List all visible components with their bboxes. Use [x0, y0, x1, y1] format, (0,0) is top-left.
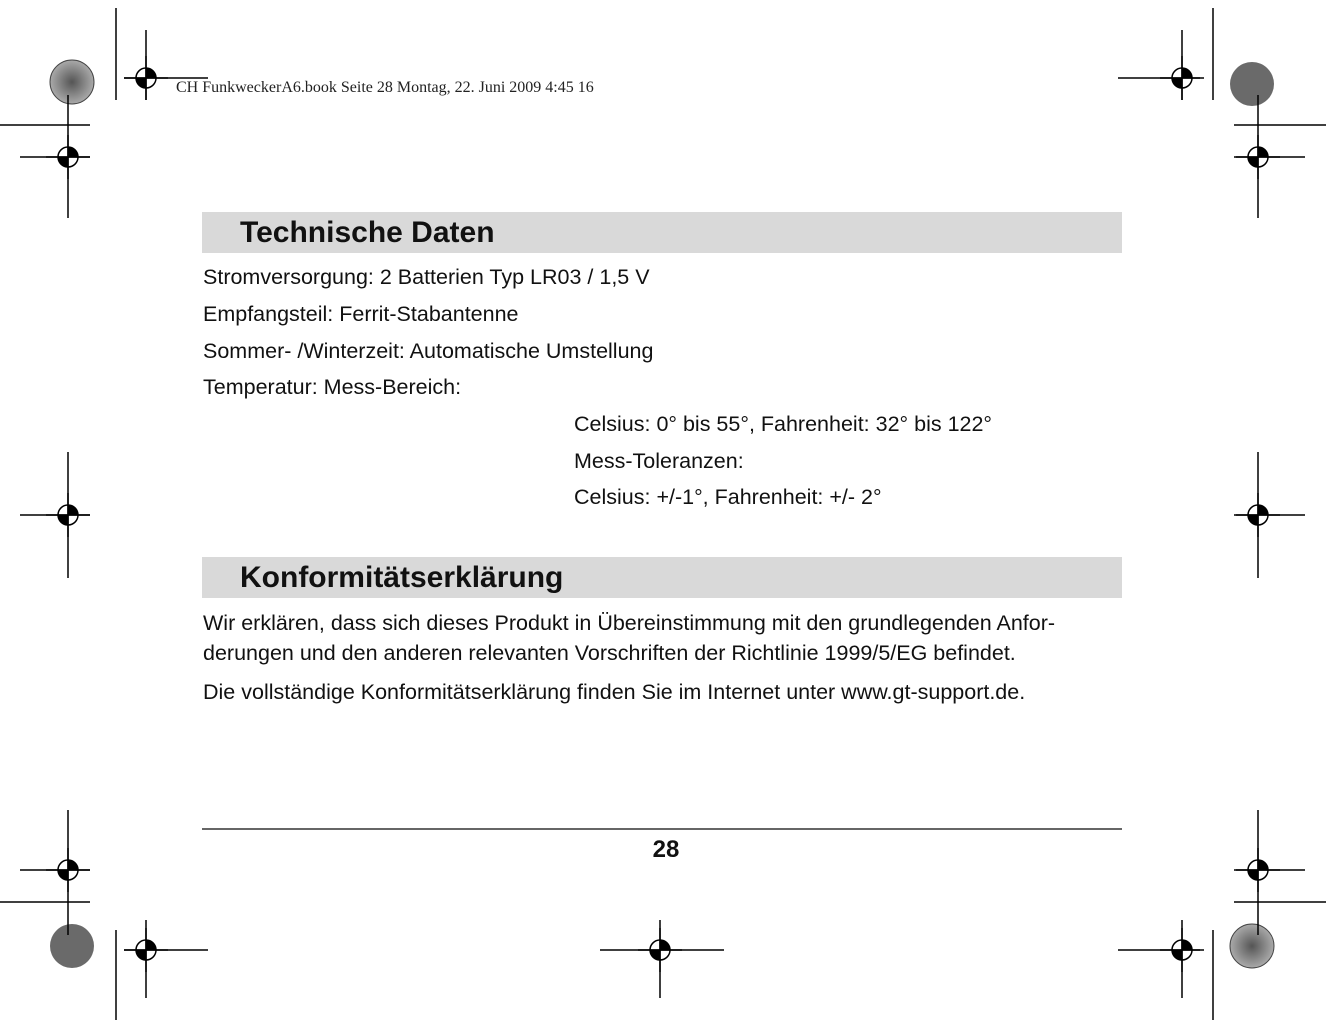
- print-slug: CH FunkweckerA6.book Seite 28 Montag, 22. Juni 2009 4:45 16: [176, 79, 594, 96]
- registration-mark-icon: [1160, 56, 1204, 100]
- conformity-paragraph-2: Die vollständige Konformitätserklärung finden Sie im Internet unter www.gt-support.de.: [203, 680, 1026, 704]
- spec-tolerance-values: Celsius: +/-1°, Fahrenheit: +/- 2°: [574, 485, 882, 509]
- star-target-bottom-right-icon: [1230, 924, 1274, 968]
- spec-tolerance-label: Mess-Toleranzen:: [574, 449, 744, 473]
- registration-mark-icon: [124, 928, 168, 972]
- section-title: Konformitätserklärung: [240, 561, 564, 594]
- conformity-paragraph-line-1: Wir erklären, dass sich dieses Produkt in Übereinstimmung mit den grundlegenden Anfor-: [203, 611, 1056, 635]
- section-heading-technical-data: [202, 212, 1122, 253]
- registration-mark-icon: [1160, 928, 1204, 972]
- section-title: Technische Daten: [240, 216, 495, 249]
- registration-mark-icon: [638, 928, 682, 972]
- spec-daylight-saving: Sommer- /Winterzeit: Automatische Umstellung: [203, 339, 654, 363]
- spec-receiver: Empfangsteil: Ferrit-Stabantenne: [203, 302, 519, 326]
- star-target-top-right-icon: [1230, 62, 1274, 106]
- star-target-top-left-icon: [50, 60, 94, 104]
- registration-mark-icon: [46, 135, 90, 179]
- registration-mark-icon: [1236, 135, 1280, 179]
- spec-temperature-label: Temperatur: Mess-Bereich:: [203, 375, 462, 399]
- star-target-bottom-left-icon: [50, 924, 94, 968]
- page-number: 28: [652, 836, 680, 863]
- registration-mark-icon: [1236, 493, 1280, 537]
- spec-power: Stromversorgung: 2 Batterien Typ LR03 / 1,5 V: [203, 265, 650, 289]
- footer-rule: [202, 828, 1122, 830]
- spec-temperature-range: Celsius: 0° bis 55°, Fahrenheit: 32° bis 122°: [574, 412, 993, 436]
- crop-lines: [0, 8, 1326, 1020]
- section-heading-conformity: [202, 557, 1122, 598]
- registration-mark-icon: [46, 493, 90, 537]
- conformity-paragraph-line-2: derungen und den anderen relevanten Vorschriften der Richtlinie 1999/5/EG befindet.: [203, 641, 1016, 665]
- registration-mark-icon: [124, 56, 168, 100]
